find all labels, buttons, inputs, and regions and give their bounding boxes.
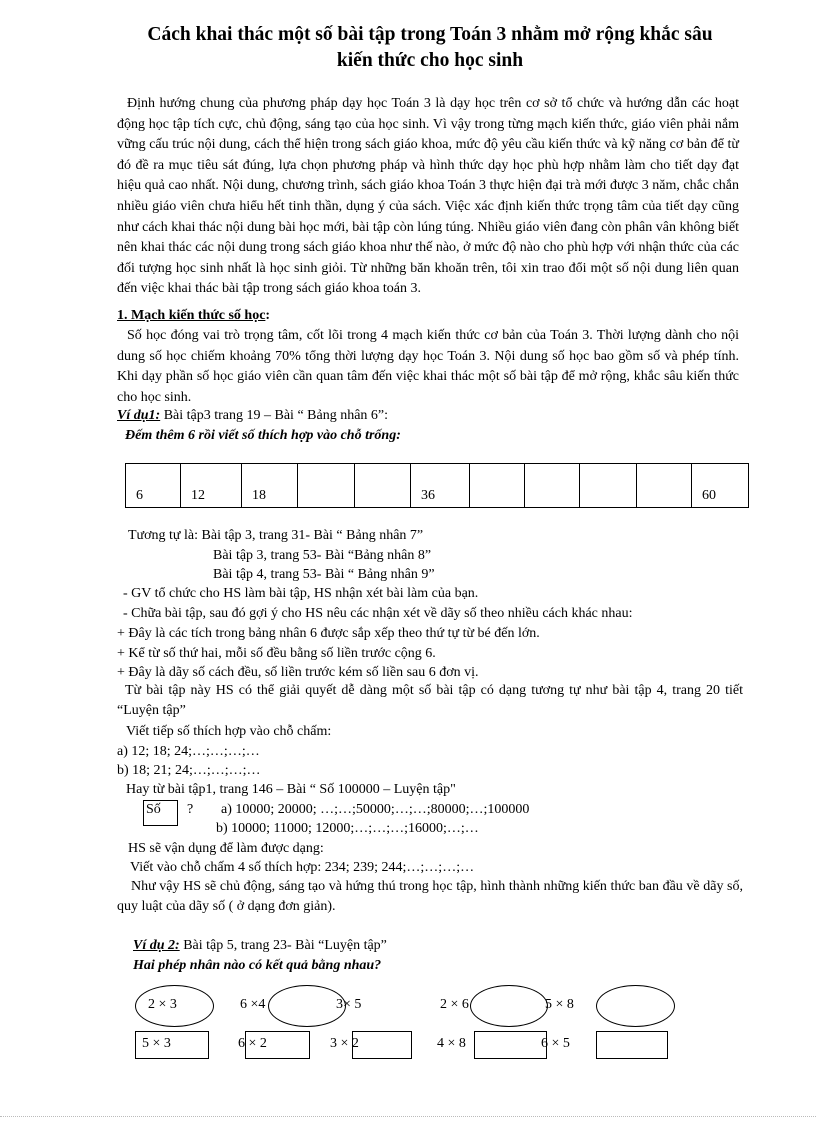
sequence-row (126, 464, 749, 508)
section-1-body: Số học đóng vai trò trọng tâm, cốt lõi trong 4 mạch kiến thức cơ bản của Toán 3. Thời lượng dành cho nội dung số học chiếm khoảng 70% tổng thời lượng dạy học Toán 3. Nội dung số học bao gồm số và phép tính. Khi dạy phần số học giáo viên cần quan tâm đến việc khai thác một số bài tập để mở rộng, khắc sâu kiến thức cho học sinh. (117, 328, 739, 405)
fill-item-a: a) 12; 18; 24;…;…;…;… (117, 744, 260, 759)
ellipse-2 (268, 985, 346, 1027)
sequence-cell (580, 464, 637, 508)
sequence-cell: 12 (181, 464, 242, 508)
step-2: - Chữa bài tập, sau đó gợi ý cho HS nêu các nhận xét về dãy số theo nhiều cách khác nhau: (123, 606, 633, 621)
followup-paragraph: Từ bài tập này HS có thể giải quyết dễ dàng một số bài tập có dạng tương tự như bài tập 4, trang 20 tiết “Luyện tập” (117, 683, 743, 718)
similar-line-1: Tương tự là: Bài tập 3, trang 31- Bài “ Bảng nhân 7” (128, 528, 424, 543)
example-2-line (133, 937, 387, 955)
rect-5 (596, 1031, 668, 1059)
example-1-task: Đếm thêm 6 rồi viết số thích hợp vào chỗ trống: (125, 428, 401, 443)
document-title (90, 22, 770, 74)
page-bottom-divider (0, 1116, 816, 1117)
remark-2: + Kể từ số thứ hai, mỗi số đều bằng số liền trước cộng 6. (117, 646, 436, 661)
expr-row1-2: 6 ×4 (240, 997, 266, 1012)
ellipse-4 (596, 985, 675, 1027)
sequence-cell (298, 464, 355, 508)
exercise-146-b: b) 10000; 11000; 12000;…;…;…;16000;…;… (216, 821, 479, 836)
sequence-table (125, 463, 749, 508)
similar-line-2: Bài tập 3, trang 53- Bài “Bảng nhân 8” (213, 548, 432, 563)
fill-item-b: b) 18; 21; 24;…;…;…;… (117, 763, 261, 778)
sequence-cell (355, 464, 411, 508)
exercise-146-intro: Hay từ bài tập1, trang 146 – Bài “ Số 100000 – Luyện tập" (126, 782, 456, 797)
expr-row2-4: 4 × 8 (437, 1036, 466, 1051)
example-2-label: Ví dụ 2: (133, 938, 180, 953)
ellipse-3 (470, 985, 548, 1027)
so-box-label: Số (146, 802, 161, 817)
sequence-cell (525, 464, 580, 508)
similar-line-3: Bài tập 4, trang 53- Bài “ Bảng nhân 9” (213, 567, 435, 582)
exercise-146-a: a) 10000; 20000; …;…;50000;…;…;80000;…;100000 (221, 802, 530, 817)
title-line-2: kiến thức cho học sinh (336, 50, 524, 71)
section-1-heading (117, 307, 270, 325)
rect-4 (474, 1031, 547, 1059)
remark-1: + Đây là các tích trong bảng nhân 6 được sắp xếp theo thứ tự từ bé đến lớn. (117, 626, 540, 641)
intro-paragraph: Định hướng chung của phương pháp dạy học Toán 3 là dạy học trên cơ sở tổ chức và hướng dẫn các hoạt động học tập tích cực, chủ động, sáng tạo của học sinh. Vì vậy trong từng mạch kiến thức, giáo viên phải nắm vững cấu trúc nội dung, cách thể hiện trong sách giáo khoa, mức độ yêu cầu kiến thức và kỹ năng cơ bản để từ đó đề ra mục tiêu sát đúng, lựa chọn phương pháp và hình thức dạy học phù hợp nhằm làm cho tiết dạy đạt hiệu quả cao nhất. Nội dung, chương trình, sách giáo khoa Toán 3 thực hiện đại trà mới được 3 năm, chắc chắn nhiều giáo viên chưa hiểu hết tinh thần, dụng ý của sách. Việc xác định kiến thức trọng tâm của tiết dạy cũng như cách khai thác nội dung bài học mới, bài tập còn lúng túng. Nhiều giáo viên đang còn phân vân không biết nên khai thác các nội dung trong sách giáo khoa như thế nào, ở mức độ nào cho phù hợp với nhận thức của các đối tượng học sinh nhất là học sinh giỏi. Từ những băn khoăn trên, tôi xin trao đổi một số nội dung liên quan đến việc khai thác bài tập trong sách giáo khoa toán 3. (117, 96, 739, 297)
sequence-cell: 18 (242, 464, 298, 508)
question-mark: ? (187, 802, 194, 817)
example-2-task: Hai phép nhân nào có kết quả bằng nhau? (133, 958, 382, 973)
expr-row2-1: 5 × 3 (142, 1036, 171, 1051)
remark-3: + Đây là dãy số cách đều, số liền trước kém số liền sau 6 đơn vị. (117, 665, 479, 680)
example-1-label: Ví dụ1: (117, 408, 161, 423)
apply-line-1: HS sẽ vận dụng để làm được dạng: (128, 841, 324, 856)
example-1-line (117, 407, 388, 425)
section-1-heading-colon: : (265, 308, 271, 323)
expr-row1-4: 2 × 6 (440, 997, 469, 1012)
sequence-cell (637, 464, 692, 508)
apply-line-2: Viết vào chỗ chấm 4 số thích hợp: 234; 239; 244;…;…;…;… (130, 860, 475, 875)
section-1-heading-text: 1. Mạch kiến thức số học (117, 308, 266, 323)
expr-row1-5: 5 × 8 (545, 997, 574, 1012)
example-2-ref: Bài tập 5, trang 23- Bài “Luyện tập” (179, 938, 387, 953)
step-1: - GV tổ chức cho HS làm bài tập, HS nhận xét bài làm của bạn. (123, 586, 479, 601)
example-1-ref: Bài tập3 trang 19 – Bài “ Bảng nhân 6”: (160, 408, 389, 423)
sequence-cell: 60 (692, 464, 749, 508)
sequence-cell: 6 (126, 464, 181, 508)
expr-row1-1: 2 × 3 (148, 997, 177, 1012)
expr-row1-3: 3× 5 (336, 997, 362, 1012)
title-line-1: Cách khai thác một số bài tập trong Toán 3 nhằm mở rộng khắc sâu (147, 24, 713, 45)
expr-row2-2: 6 × 2 (238, 1036, 267, 1051)
sequence-cell (470, 464, 525, 508)
fill-instruction: Viết tiếp số thích hợp vào chỗ chấm: (126, 724, 332, 739)
expr-row2-3: 3 × 2 (330, 1036, 359, 1051)
conclusion-paragraph: Như vậy HS sẽ chủ động, sáng tạo và hứng thú trong học tập, hình thành những kiến thức ban đầu về dãy số, quy luật của dãy số ( ở dạng đơn giản). (117, 879, 743, 914)
sequence-cell: 36 (411, 464, 470, 508)
expr-row2-5: 6 × 5 (541, 1036, 570, 1051)
rect-3 (352, 1031, 412, 1059)
